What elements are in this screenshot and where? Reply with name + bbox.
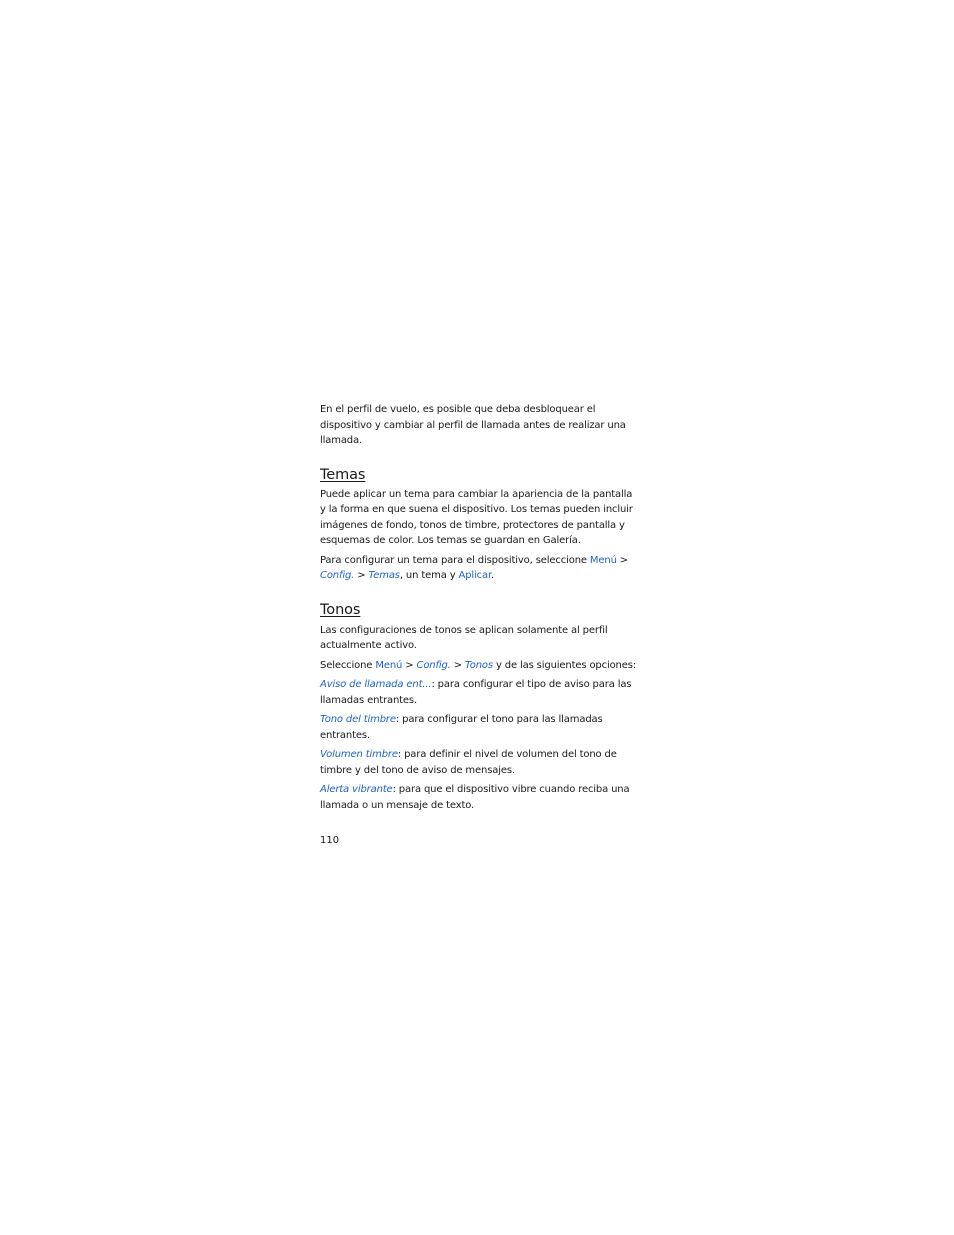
option-item: [320, 747, 640, 778]
aplicar-keyword: Aplicar: [458, 570, 492, 581]
temas-keyword: Temas: [368, 570, 400, 581]
option-name: Volumen timbre: [320, 749, 398, 760]
temas-para2-text: Para configurar un tema para el dispositivo, seleccione: [320, 554, 590, 566]
tonos-paragraph-1: Las configuraciones de tonos se aplican solamente al perfil actualmente activo.: [320, 624, 608, 651]
path-separator: >: [450, 659, 466, 671]
config-keyword: Config.: [320, 570, 355, 581]
intro-paragraph: En el perfil de vuelo, es posible que deba desbloquear el dispositivo y cambiar al perfil de llamada antes de realizar una llamada.: [320, 404, 626, 446]
option-name: Aviso de llamada ent...: [320, 679, 432, 690]
option-item: [320, 677, 640, 708]
config-keyword: Config.: [416, 659, 451, 671]
tonos-paragraph-2: [320, 658, 640, 674]
section-heading-tonos: Tonos: [320, 601, 361, 618]
page-number: 110: [320, 835, 340, 846]
tonos-keyword: Tonos: [465, 659, 493, 671]
section-heading-temas: Temas: [320, 466, 366, 483]
temas-paragraph-1: Puede aplicar un tema para cambiar la apariencia de la pantalla y la forma en que suena el dispositivo. Los temas pueden incluir imágenes de fondo, tonos de timbre, protectores de pantalla y esquemas de color. Los temas se guardan en Galería.: [320, 488, 633, 546]
option-description: : para definir el nivel de volumen del tono de timbre y del tono de aviso de mensajes.: [320, 749, 617, 776]
temas-paragraph-2: [320, 553, 640, 584]
option-description: : para configurar el tipo de aviso para las llamadas entrantes.: [320, 679, 632, 706]
menu-keyword: Menú: [589, 554, 617, 566]
temas-para2-end: .: [491, 570, 495, 581]
tonos-para2-text: Seleccione: [320, 659, 376, 671]
document-page: [320, 402, 640, 848]
temas-para2-mid: , un tema y: [399, 570, 459, 581]
option-item: [320, 782, 640, 813]
option-item: [320, 712, 640, 743]
path-separator: >: [402, 659, 417, 671]
menu-keyword: Menú: [375, 659, 403, 671]
option-name: Alerta vibrante: [320, 784, 393, 795]
option-description: : para configurar el tono para las llamadas entrantes.: [320, 714, 603, 741]
path-separator: >: [354, 570, 369, 581]
option-description: : para que el dispositivo vibre cuando reciba una llamada o un mensaje de texto.: [320, 784, 630, 811]
path-separator: >: [616, 554, 629, 566]
tonos-para2-post: y de las siguientes opciones:: [492, 659, 637, 671]
option-name: Tono del timbre: [320, 714, 396, 725]
